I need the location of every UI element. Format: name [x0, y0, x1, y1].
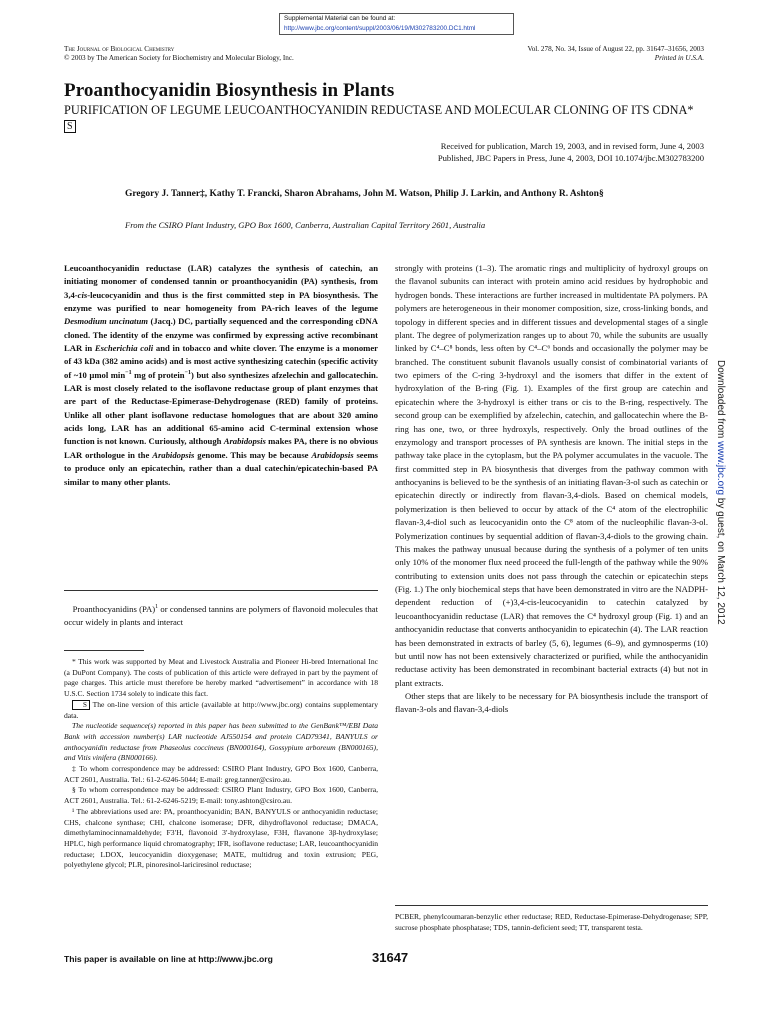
abstract-text: and in tobacco and white clover. The enzyme is a monomer of 43 kDa (382 amino acids) and is most active synthesizing catechin (specific activity of ~10 µmol min [64, 343, 378, 380]
abstract-text: seems to produce only an epicatechin, rather than a dual catechin/epicatechin-based PA similar to many other plants. [64, 449, 379, 487]
abstract-text: mg of protein [131, 369, 185, 380]
footnote-ref: 1 [155, 604, 159, 611]
abstract-italic: cis [77, 289, 88, 300]
footnote-correspondence-2: § To whom correspondence may be addressed: CSIRO Plant Industry, GPO Box 1600, Canberra, ACT 2601, Australia. Tel.: 61-2-6246-5219; E-mail: tony.ashton@csiro.au. [64, 785, 378, 806]
intro-text: or condensed tannins are polymers of flavonoid molecules that occur widely in plants and interact [64, 604, 378, 628]
supplemental-link[interactable]: http://www.jbc.org/content/suppl/2003/06/19/M302783200.DC1.html [284, 25, 476, 32]
abstract-text: (Jacq.) DC, partially sequenced and the corresponding cDNA cloned. The identity of the enzyme was confirmed by expressing active recombinant LAR in [64, 316, 378, 354]
abstract-italic: Desmodium uncinatum [64, 316, 148, 327]
author-list: Gregory J. Tanner‡, Kathy T. Francki, Sharon Abrahams, John M. Watson, Philip J. Larkin, and Anthony R. Ashton§ [125, 189, 604, 199]
abstract-text: ) but also synthesizes afzelechin and gallocatechin. LAR is most closely related to the isoflavone reductase group of plant enzymes that are part of the Reductase-Epimerase-Dehydrogenase (RED) family of proteins. Unlike all other plant isoflavone reductase homologues that are about 320 amino acids long, LAR has an additional 65-amino acid C-terminal extension whose function is not known. Curiously, although [64, 369, 378, 447]
abstract [64, 262, 378, 489]
abstract-sup: −1 [125, 369, 132, 376]
subtitle-text: PURIFICATION OF LEGUME LEUCOANTHOCYANIDIN REDUCTASE AND MOLECULAR CLONING OF ITS CDNA* [64, 103, 694, 117]
abstract-text: -leucocyanidin and thus is the first committed step in PA biosynthesis. The enzyme was purified to near homogeneity from PA-rich leaves of the legume [64, 289, 378, 314]
issue-info [527, 45, 704, 63]
abstract-italic: Arabidopsis [152, 449, 195, 460]
supplement-badge: S [64, 120, 76, 133]
right-column [395, 262, 708, 717]
footnote-correspondence-1: ‡ To whom correspondence may be addressed: CSIRO Plant Industry, GPO Box 1600, Canberra, ACT 2601, Australia. Tel.: 61-2-6246-5044; E-mail: greg.tanner@csiro.au. [64, 764, 378, 784]
journal-header [64, 45, 294, 63]
download-text: Downloaded from [715, 360, 726, 442]
abstract-text: genome. This may be because [194, 449, 312, 460]
journal-name: The Journal of Biological Chemistry [64, 45, 175, 53]
supplemental-label: Supplemental Material can be found at: [284, 15, 396, 22]
affiliation: From the CSIRO Plant Industry, GPO Box 1600, Canberra, Australian Capital Territory 2601, Australia [125, 220, 486, 230]
body-paragraph: Other steps that are likely to be necessary for PA biosynthesis include the transport of flavan-3-ols and flavan-3,4-diols [395, 691, 708, 715]
footnote-online [64, 700, 378, 721]
article-title: Proanthocyanidin Biosynthesis in Plants [64, 80, 395, 101]
intro-text: Proanthocyanidins (PA) [72, 604, 156, 614]
page-number: 31647 [372, 950, 409, 965]
availability-note: This paper is available on line at http://www.jbc.org [64, 954, 273, 964]
download-text: by guest, on March 12, 2012 [715, 495, 726, 625]
abstract-italic: Arabidopsis [311, 449, 354, 460]
received-dates [204, 140, 704, 164]
abstract-italic: Arabidopsis [223, 436, 266, 447]
footnote-divider [64, 650, 144, 651]
body-paragraph: strongly with proteins (1–3). The aromatic rings and multiplicity of hydroxyl groups on the flavanol subunits can interact with protein amino acid residues by hydrophobic and hydrogen bonds. These interactions are further increased in multidentate PA polymers. PA polymers are heterogeneous in their monomer composition, size, cross-linking bonds, and topology in different species and in different tissues and developmental stages of a single plant. The degree of polymerization ranges up to about 70, while the subunits are usually linked by C⁴–C⁸ bonds, less often by C⁴–C⁶ bonds and occasionally the polymer may be branched. The constituent subunit flavanols usually consist of combinatorial variants of two epimers of the C-ring 3-hydroxyl and the isomers that differ in the extent of hydroxylation of the B-ring (Fig. 1). Examples of the first group are catechin and epicatechin where the 3-hydroxyl is either trans or cis to the B-ring, respectively. The second group can be exemplified by afzelechin, catechin, and gallocatechin where the B-ring has one, two, or three hydroxyls, respectively. Only the broad outlines of the enzymology and transport processes of PA synthesis are known. The initial steps in the pathway take place in the cytoplasm, but the PA polymer accumulates in the vacuole. The first committed step in PA biosynthesis that diverges from the pathway common with anthocyanins is believed to be the synthesis of an initiating flavan-3-ol such as catechin or epicatechin directly or indirectly from flavan-3,4-diols. Based on chemical models, polymerization is then believed to occur by attack of the C⁴ atom of the electrophilic flavan-3,4-diol such as leucocyanidin onto the C⁸ atom of the nucleophilic flavan-3-ol. Polymerization continues by sequential addition of flavan-3,4-diols to the growing chain. This makes the pathway unusual because during the synthesis of a polymer of ten units only 10% of the monomer flux need proceed the full-length of the pathway while the 90% contributing to extension units does not pass through the catechin or epicatechin steps (Fig. 1.) The only biochemical steps that have been demonstrated in vitro are the NADPH-dependent reduction of (+)3,4-cis-leucocyanidin to catechin catalyzed by leucoanthocyanidin reductase (LAR) that removes the C⁴ hydroxyl group (Fig. 1) and an anthocyanidin reductase that converts anthocyanidin to epicatechin (4). The LAR reaction has been demonstrated in extracts of barley (5, 6), legumes (6–9), and gymnosperms (10) but until now has not been extensively characterized or purified, while the anthocyanidin reductase activity has been demonstrated in recombinant bacterial extracts (4) but not in plant extracts. [395, 263, 708, 688]
download-note [710, 360, 726, 660]
printed-line: Printed in U.S.A. [654, 54, 704, 62]
abstract-sup: −1 [184, 369, 192, 376]
copyright: © 2003 by The American Society for Biochemistry and Molecular Biology, Inc. [64, 54, 294, 62]
article-subtitle [64, 103, 704, 133]
published-line: Published, JBC Papers in Press, June 4, 2003, DOI 10.1074/jbc.M302783200 [437, 153, 704, 163]
abstract-text: makes PA, there is no obvious LAR orthologue in the [64, 436, 378, 460]
supplemental-material-box [279, 13, 514, 35]
footnote-sequence: The nucleotide sequence(s) reported in this paper has been submitted to the GenBank™/EBI Data Bank with accession number(s) LAR nucleotide AJ550154 and protein CAD79341, BANYULS or anthocyanidin reductase from Phaseolus coccineus (BN000164), Gossypium arboreum (BN000165), and Vitis vinifera (BN000166). [64, 721, 378, 763]
introduction-start [64, 603, 378, 630]
received-line: Received for publication, March 19, 2003, and in revised form, June 4, 2003 [440, 141, 704, 151]
footnote-funding: * This work was supported by Meat and Livestock Australia and Pioneer Hi-bred International Inc (a DuPont Company). The costs of publication of this article were defrayed in part by the payment of page charges. This article must therefore be hereby marked “advertisement” in accordance with 18 U.S.C. Section 1734 solely to indicate this fact. [64, 657, 378, 699]
abstract-italic: Escherichia coli [94, 343, 154, 354]
abbreviations-continued: PCBER, phenylcoumaran-benzylic ether reductase; RED, Reductase-Epimerase-Dehydrogenase; SPP, sucrose phosphate phosphatase; TDS, tannin-deficient seed; TT, transparent testa. [395, 912, 708, 932]
abstract-divider [64, 590, 378, 591]
footnotes [64, 657, 378, 871]
volume-line: Vol. 278, No. 34, Issue of August 22, pp. 31647–31656, 2003 [527, 45, 704, 53]
right-footnote-divider [395, 905, 708, 906]
supplement-badge: S [72, 700, 90, 710]
footnote-abbreviations: ¹ The abbreviations used are: PA, proanthocyanidin; BAN, BANYULS or anthocyanidin reductase; CHS, chalcone synthase; CHI, chalcone isomerase; DFR, dihydroflavonol reductase; DMACA, dimethylaminocinnamaldehyde; F3′H, flavonoid 3′-hydroxylase, F3H, flavanone 3β-hydroxylase; HPLC, high performance liquid chromatography; IFR, isoflavone reductase; LAR, leucoanthocyanidin reductase; LDOX, leucocyanidin dioxygenase; MATE, multidrug and toxin extrusion; PEG, polyethylene glycol; PLR, pinoresinol-lariciresinol reductase; [64, 806, 378, 870]
abstract-text: Leucoanthocyanidin reductase (LAR) catalyzes the synthesis of catechin, an initiating monomer of condensed tannin or proanthocyanidin (PA) synthesis, from 3,4- [64, 263, 378, 300]
jbc-link[interactable]: www.jbc.org [715, 441, 726, 496]
footnote-online-text: The on-line version of this article (available at http://www.jbc.org) contains supplementary data. [64, 699, 378, 720]
